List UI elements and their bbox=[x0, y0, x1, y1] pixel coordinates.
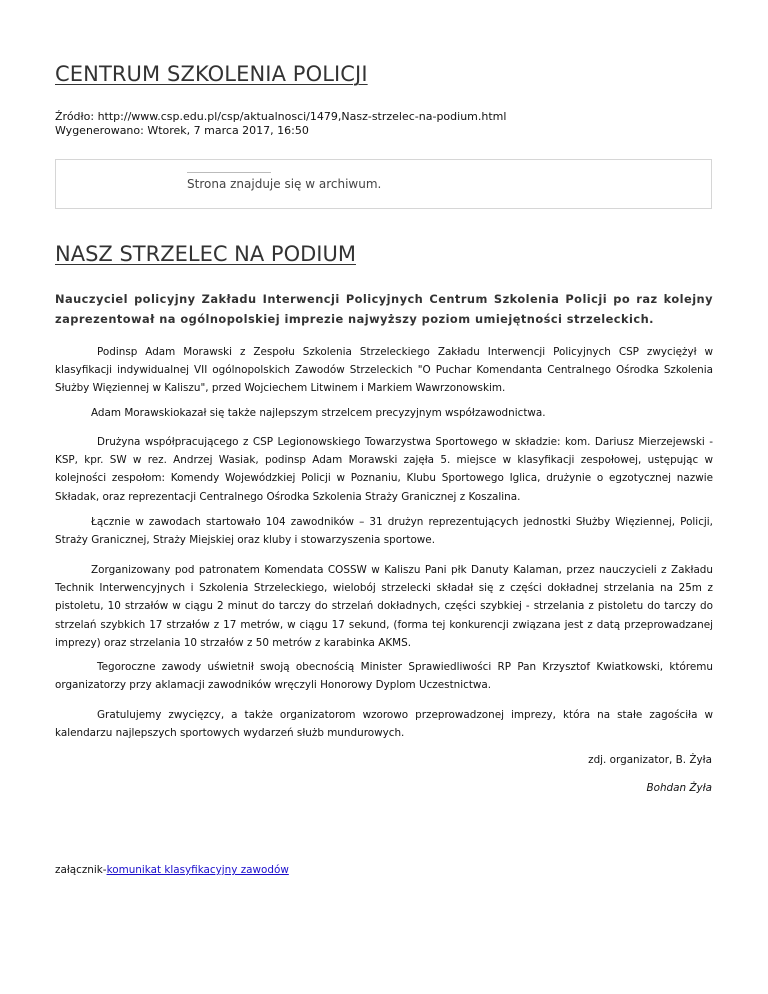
archive-divider bbox=[187, 172, 271, 173]
article-title: NASZ STRZELEC NA PODIUM bbox=[55, 242, 356, 266]
page-meta bbox=[55, 110, 506, 138]
article-paragraph: Gratulujemy zwycięzcy, a także organizatorom wzorowo przeprowadzonej imprezy, która na stałe zagościła w kalendarzu najlepszych sportowych wydarzeń służb mundurowych. bbox=[55, 709, 713, 740]
article-lead: Nauczyciel policyjny Zakładu Interwencji Policyjnych Centrum Szkolenia Policji po raz kolejny zaprezentował na ogólnopolskiej imprezie najwyższy poziom umiejętności strzeleckich. bbox=[55, 292, 713, 326]
article-paragraph: Podinsp Adam Morawski z Zespołu Szkolenia Strzeleckiego Zakładu Interwencji Policyjnych CSP zwyciężył w klasyfikacji indywidualnej VII ogólnopolskich Zawodów Strzeleckich "O Puchar Komendanta Centralnego Ośrodka Szkolenia Służby Więziennej w Kaliszu", przed Wojciechem Litwinem i Markiem Wawrzonowskim. bbox=[55, 346, 713, 395]
article-paragraph: Zorganizowany pod patronatem Komendata COSSW w Kaliszu Pani płk Danuty Kalaman, przez nauczycieli z Zakładu Technik Interwencyjnych i Szkolenia Strzeleckiego, wielobój strzelecki składał się z części dokładnej strzelania na 25m z pistoletu, 10 strzałów w ciągu 2 minut do tarczy do strzelań dokładnych, części szybkiej - strzelania z pistoletu do tarczy do strzelań szybkich 17 strzałów z 17 metrów, w ciągu 17 sekund, (forma tej konkurencji związana jest z datą przeprowadzanej imprezy) oraz strzelania 10 strzałów z 50 metrów z karabinka AKMS. bbox=[55, 564, 713, 649]
photo-credit: zdj. organizator, B. Żyła bbox=[588, 754, 712, 766]
source-url: Źródło: http://www.csp.edu.pl/csp/aktualnosci/1479,Nasz-strzelec-na-podium.html bbox=[55, 110, 507, 123]
article-paragraph: Drużyna współpracującego z CSP Legionowskiego Towarzystwa Sportowego w składzie: kom. Dariusz Mierzejewski - KSP, kpr. SW w rez. Andrzej Wasiak, podinsp Adam Morawski zajęła 5. miejsce w klasyfikacji zespołowej, ustępując w kolejności zespołom: Komendy Wojewódzkiej Policji w Poznaniu, Klubu Sportowego Iglica, drużynie o egzotycznej nazwie Składak, oraz reprezentacji Centralnego Ośrodka Szkolenia Straży Granicznej z Koszalina. bbox=[55, 436, 713, 503]
site-title: CENTRUM SZKOLENIA POLICJI bbox=[55, 62, 368, 86]
archive-notice: Strona znajduje się w archiwum. bbox=[187, 177, 382, 191]
article-paragraph: Tegoroczne zawody uświetnił swoją obecnością Minister Sprawiedliwości RP Pan Krzysztof Kwiatkowski, któremu organizatorzy przy aklamacji zawodników wręczyli Honorowy Dyplom Uczestnictwa. bbox=[55, 661, 713, 692]
generated-date: Wygenerowano: Wtorek, 7 marca 2017, 16:50 bbox=[55, 124, 309, 137]
article-paragraph: Adam Morawskiokazał się także najlepszym strzelcem precyzyjnym współzawodnictwa. bbox=[91, 407, 546, 419]
archive-notice-box bbox=[55, 159, 712, 209]
attachment-label: załącznik- bbox=[55, 864, 107, 876]
article-paragraph: Łącznie w zawodach startowało 104 zawodników – 31 drużyn reprezentujących jednostki Służby Więziennej, Policji, Straży Granicznej, Straży Miejskiej oraz kluby i stowarzyszenia sportowe. bbox=[55, 516, 713, 547]
author-signature: Bohdan Żyła bbox=[646, 782, 712, 794]
attachment bbox=[55, 864, 289, 876]
attachment-link[interactable]: komunikat klasyfikacyjny zawodów bbox=[106, 864, 289, 876]
